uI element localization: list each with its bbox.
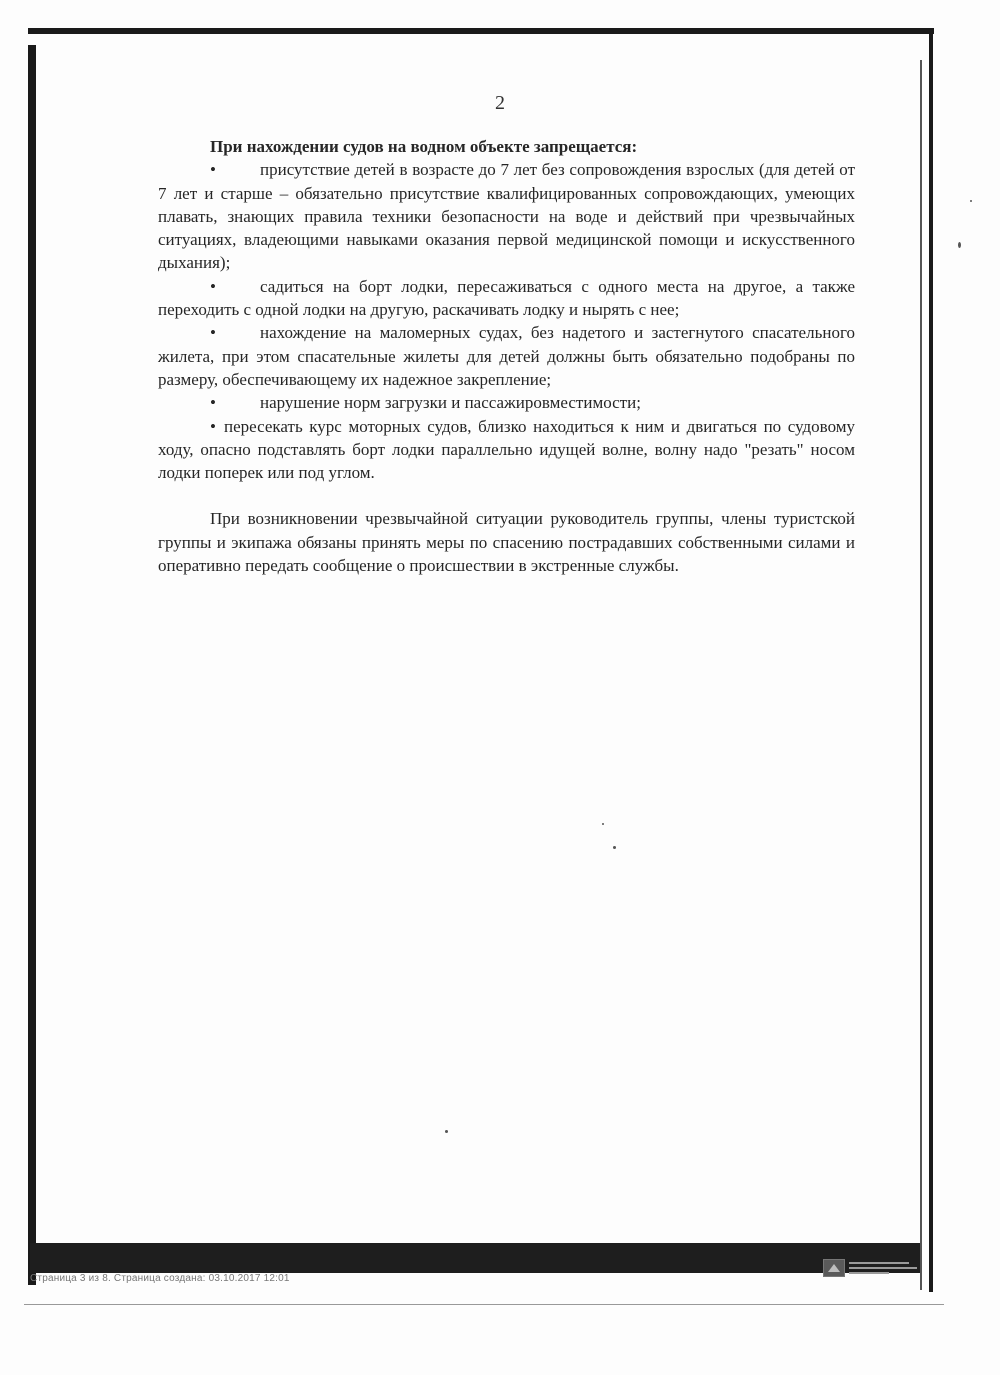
list-item	[158, 275, 855, 322]
footer-logo	[823, 1259, 919, 1277]
footer-text: Страница 3 из 8. Страница создана: 03.10.2017 12:01	[30, 1273, 290, 1284]
closing-paragraph: При возникновении чрезвычайной ситуации руководитель группы, члены туристской группы и экипажа обязаны принять меры по спасению пострадавших собственными силами и оперативно передать сообщение о происшествии в экстренные службы.	[158, 509, 855, 576]
list-item	[158, 321, 855, 391]
page-frame-top	[28, 28, 934, 34]
bullet-icon: •	[210, 276, 216, 296]
page-frame-left	[28, 45, 36, 1285]
section-heading: При нахождении судов на водном объекте запрещается:	[210, 137, 638, 156]
page-number: 2	[495, 92, 505, 114]
scan-speck	[970, 200, 972, 202]
logo-text-mark	[849, 1260, 919, 1276]
list-item	[158, 158, 855, 274]
footer-bar	[30, 1243, 920, 1273]
bullet-icon: •	[210, 160, 216, 180]
scan-speck	[958, 242, 961, 248]
bullet-icon: •	[210, 416, 216, 436]
scan-speck	[445, 1130, 448, 1133]
list-item-text: нарушение норм загрузки и пассажировместимости;	[260, 393, 641, 413]
page-frame-right	[929, 30, 933, 1292]
emblem-icon	[823, 1259, 845, 1277]
bullet-icon: •	[210, 393, 216, 413]
document-body	[158, 135, 855, 577]
scan-speck	[613, 846, 616, 849]
list-item-text: садиться на борт лодки, пересаживаться с одного места на другое, а также переходить с одной лодки на другую, раскачивать лодку и нырять с нее;	[158, 276, 855, 320]
page-frame-right-inner	[920, 60, 922, 1290]
list-item	[158, 391, 855, 414]
list-item-text: нахождение на маломерных судах, без надетого и застегнутого спасательного жилета, при этом спасательные жилеты для детей должны быть обязательно подобраны по размеру, обеспечивающему их надежное закрепление;	[158, 323, 855, 389]
bullet-icon: •	[210, 323, 216, 343]
list-item-text: пересекать курс моторных судов, близко находиться к ним и двигаться по судовому ходу, опасно подставлять борт лодки параллельно идущей волне, волну надо "резать" носом лодки поперек или под углом.	[158, 416, 855, 483]
list-item	[158, 415, 855, 485]
page-frame-bottom	[24, 1304, 944, 1305]
scan-speck	[602, 823, 604, 825]
list-item-text: присутствие детей в возрасте до 7 лет без сопровождения взрослых (для детей от 7 лет и старше – обязательно присутствие квалифицированных сопровождающих, умеющих плавать, знающих правила техники безопасности на воде и действий при чрезвычайных ситуациях, владеющими навыками оказания первой медицинской помощи и искусственного дыхания);	[158, 160, 855, 273]
